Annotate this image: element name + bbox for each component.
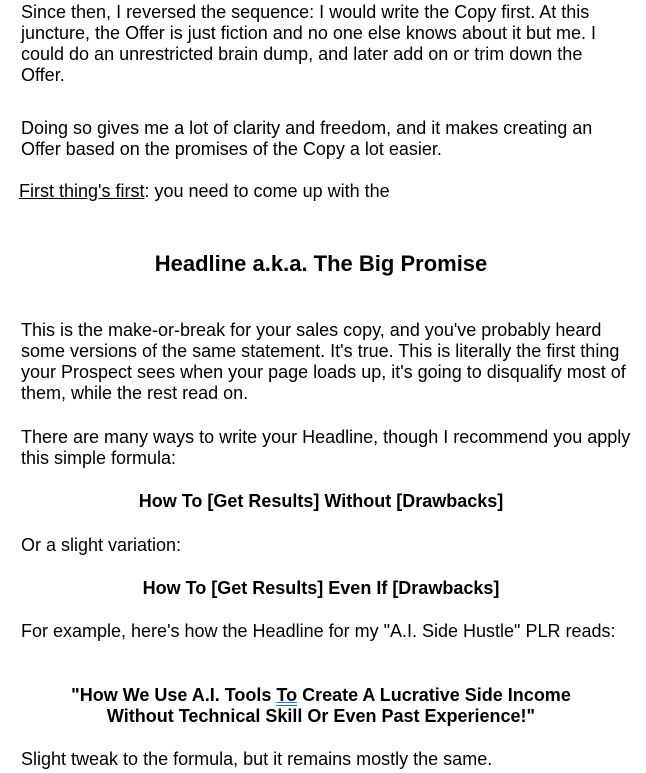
example-headline-quote xyxy=(21,685,621,727)
paragraph-example: For example, here's how the Headline for my "A.I. Side Hustle" PLR reads: xyxy=(21,621,616,641)
paragraph-tweak: Slight tweak to the formula, but it remains mostly the same. xyxy=(21,749,493,769)
section-heading: Headline a.k.a. The Big Promise xyxy=(154,251,488,276)
quote-line-1 xyxy=(21,685,621,706)
underlined-phrase: First thing's first xyxy=(19,181,145,201)
paragraph-make-or-break: This is the make-or-break for your sales copy, and you've probably heard some versions of the same statement. It's true. This is literally the first thing your Prospect sees when your page loads up, it's going to disqualify most of them, while the rest read on. xyxy=(21,320,626,403)
quote-line-1-end: Create A Lucrative Side Income xyxy=(297,685,571,705)
paragraph-first-thing-rest: : you need to come up with the xyxy=(144,181,390,201)
formula-without: How To [Get Results] Without [Drawbacks] xyxy=(138,491,504,511)
formula-even-if: How To [Get Results] Even If [Drawbacks] xyxy=(142,578,500,598)
paragraph-variation: Or a slight variation: xyxy=(21,535,182,555)
spellcheck-marked-word: To xyxy=(276,685,298,705)
quote-line-2: Without Technical Skill Or Even Past Experience!" xyxy=(106,706,536,726)
paragraph-first-thing xyxy=(19,181,390,202)
quote-line-1-start: "How We Use A.I. Tools xyxy=(71,685,277,705)
paragraph-formula-intro: There are many ways to write your Headline, though I recommend you apply this simple formula: xyxy=(21,427,631,468)
paragraph-clarity: Doing so gives me a lot of clarity and freedom, and it makes creating an Offer based on the promises of the Copy a lot easier. xyxy=(21,118,593,159)
paragraph-sequence: Since then, I reversed the sequence: I would write the Copy first. At this juncture, the Offer is just fiction and no one else knows about it but me. I could do an unrestricted brain dump, and later add on or trim down the Offer. xyxy=(21,2,596,85)
